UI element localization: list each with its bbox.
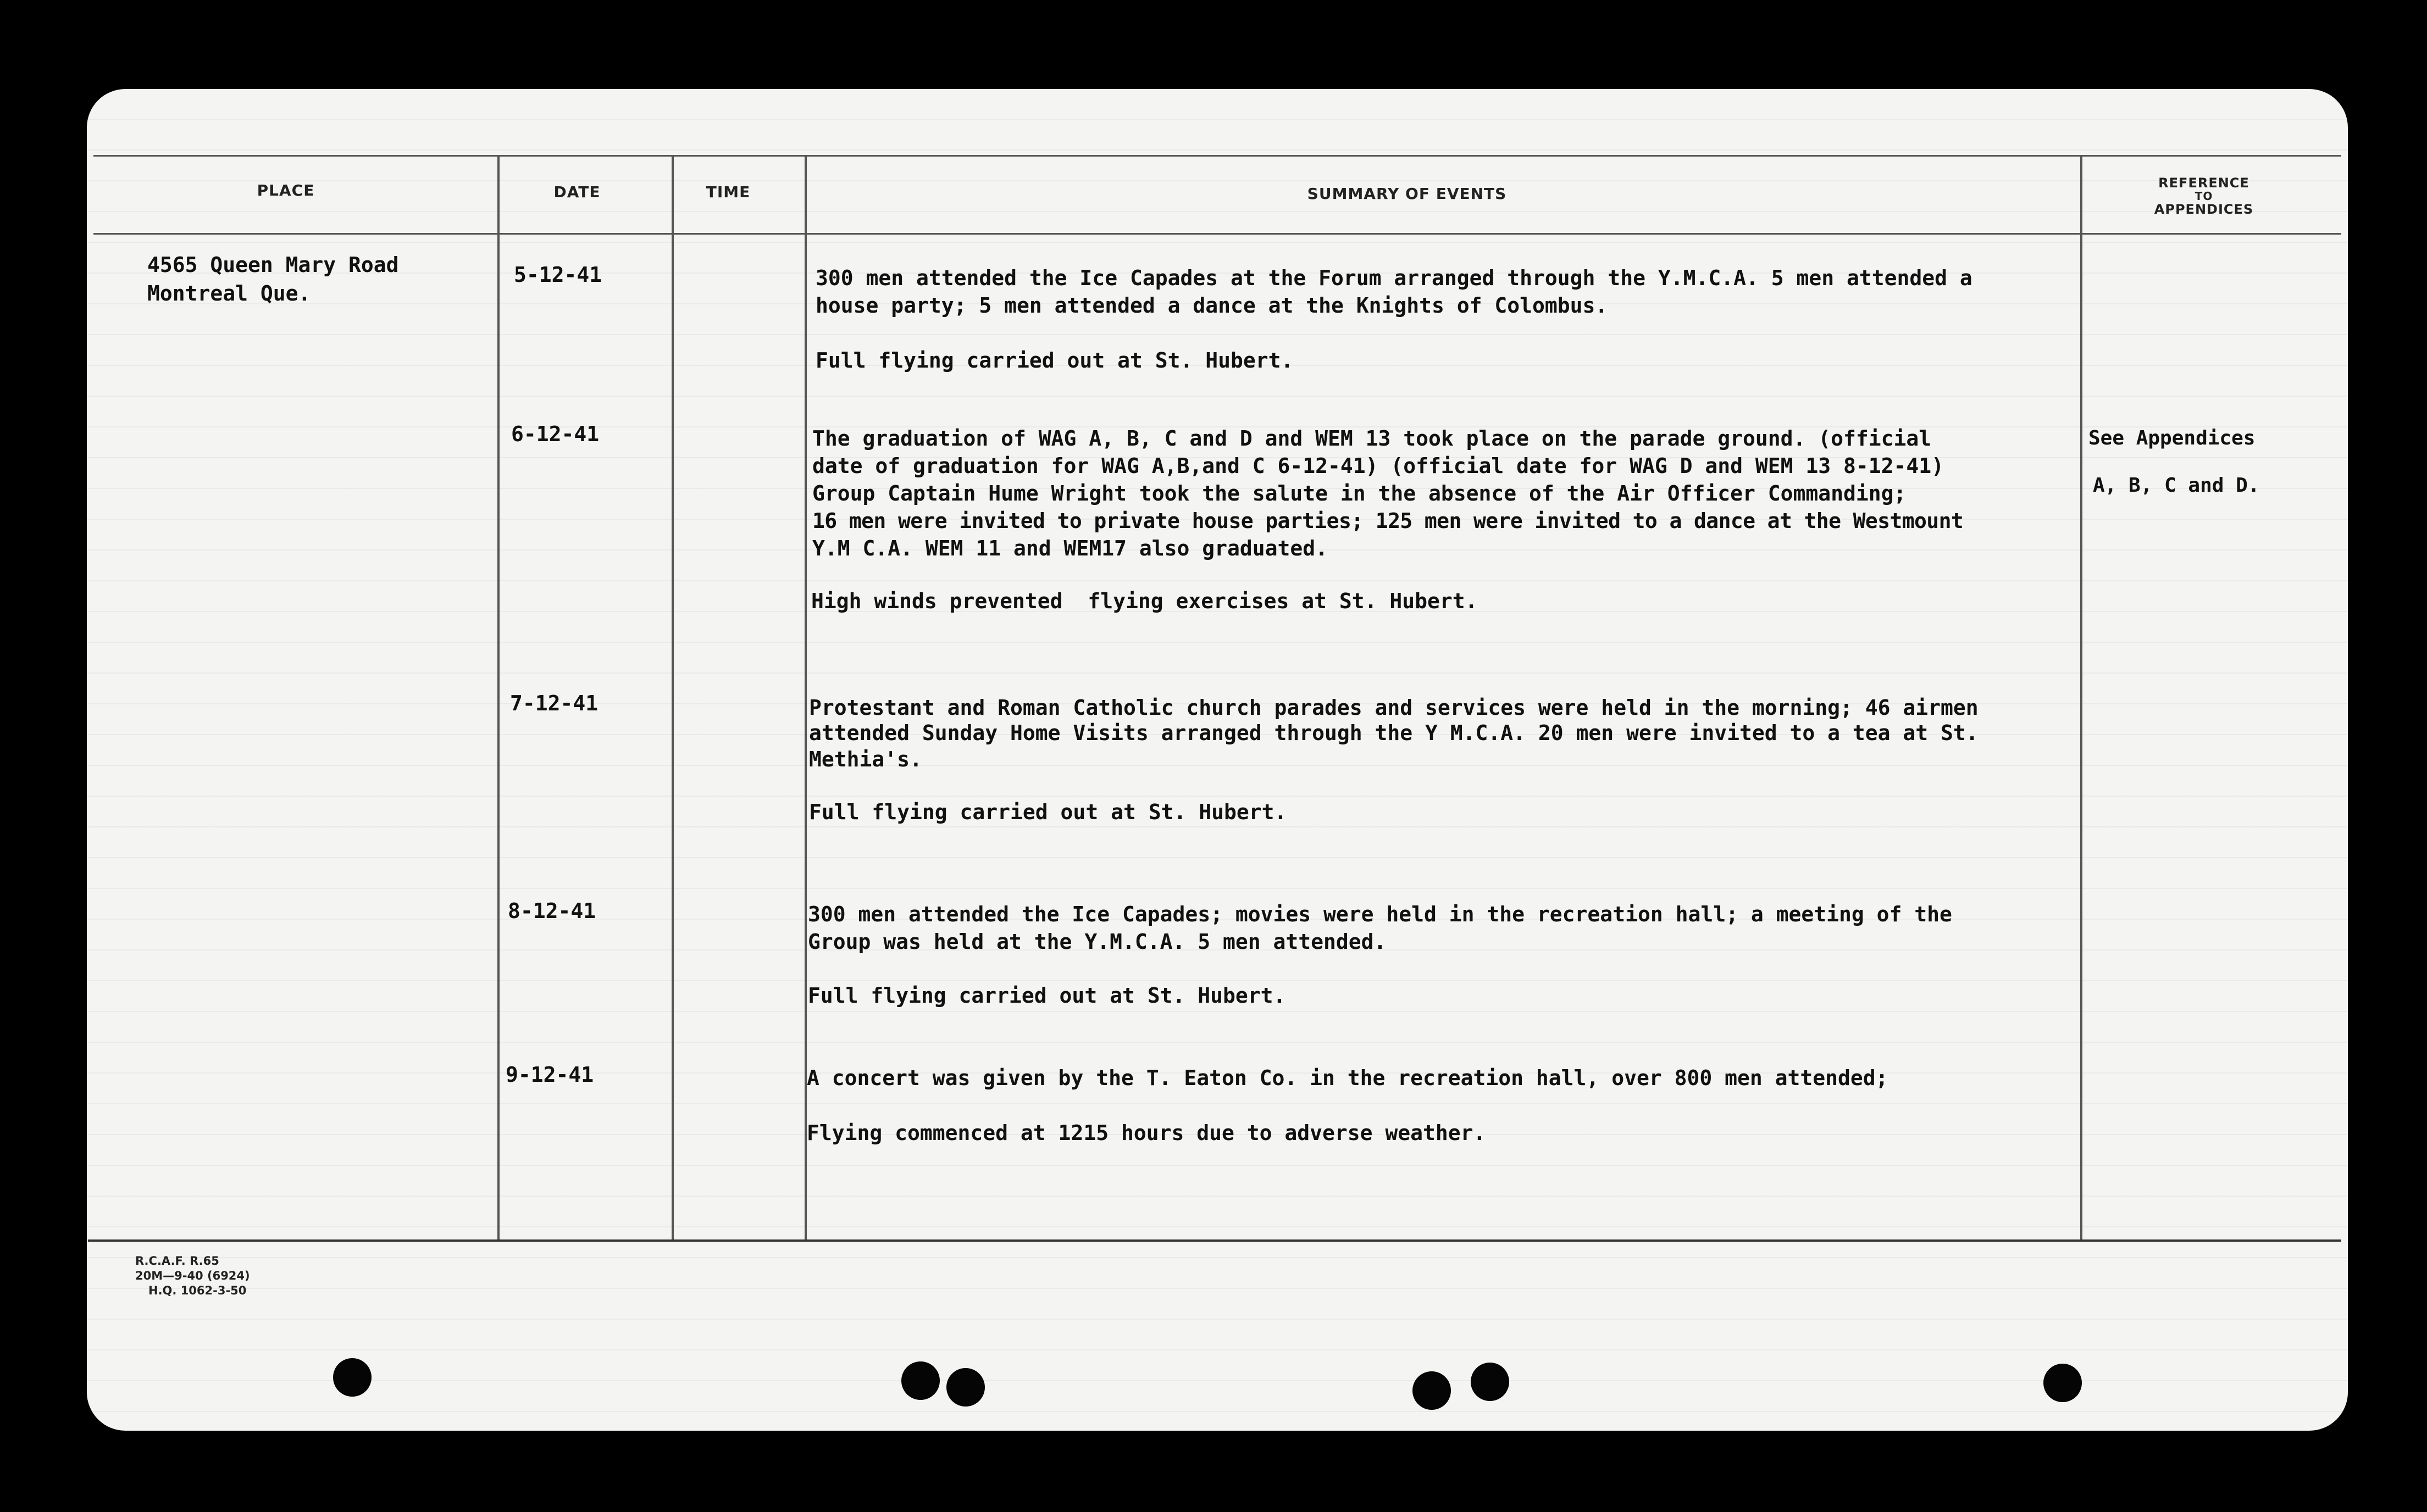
header-reference-line: REFERENCE: [2158, 175, 2249, 191]
entry-text-line: house party; 5 men attended a dance at the Knights of Colombus.: [816, 293, 1608, 318]
punch-hole: [901, 1361, 940, 1400]
header-date: DATE: [553, 183, 601, 201]
entry-date: 9-12-41: [506, 1063, 594, 1087]
entry-text-line: attended Sunday Home Visits arranged through the Y M.C.A. 20 men were invited to a tea at St.: [809, 721, 1979, 745]
entry-text-line: date of graduation for WAG A,B,and C 6-12-41) (official date for WAG D and WEM 13 8-12-41): [812, 454, 1944, 478]
entry-text-line: 300 men attended the Ice Capades; movies were held in the recreation hall; a meeting of the: [808, 902, 1952, 926]
reference-text: A, B, C and D.: [2093, 474, 2260, 497]
header-top-rule: [93, 155, 2341, 157]
punch-hole: [1412, 1371, 1451, 1410]
entry-date: 7-12-41: [510, 691, 599, 715]
form-number-line: 20M—9-40 (6924): [135, 1269, 250, 1282]
header-reference-line: TO: [2195, 190, 2213, 203]
form-number-line: H.Q. 1062-3-50: [148, 1284, 247, 1297]
column-rule-date: [672, 155, 674, 1239]
entry-date: 5-12-41: [514, 263, 602, 287]
header-reference-line: APPENDICES: [2154, 202, 2254, 217]
entry-text-line: Group was held at the Y.M.C.A. 5 men attended.: [808, 930, 1387, 954]
entry-text-line: 16 men were invited to private house parties; 125 men were invited to a dance at the Westmount: [812, 509, 1964, 533]
header-time: TIME: [706, 183, 751, 201]
header-summary: SUMMARY OF EVENTS: [1307, 185, 1507, 203]
entry-date: 6-12-41: [511, 422, 600, 446]
place-line: Montreal Que.: [147, 281, 311, 305]
form-number-line: R.C.A.F. R.65: [135, 1254, 219, 1268]
entry-text-line: Full flying carried out at St. Hubert.: [808, 983, 1286, 1008]
entry-text-line: High winds prevented flying exercises at St. Hubert.: [811, 589, 1478, 613]
entry-text-line: Group Captain Hume Wright took the salute in the absence of the Air Officer Commanding;: [812, 481, 1907, 505]
entry-text-line: 300 men attended the Ice Capades at the Forum arranged through the Y.M.C.A. 5 men attended a: [816, 266, 1972, 290]
column-rule-summary: [2080, 155, 2082, 1239]
footer-rule: [88, 1239, 2341, 1242]
entry-text-line: Flying commenced at 1215 hours due to adverse weather.: [807, 1121, 1486, 1145]
entry-text-line: The graduation of WAG A, B, C and D and WEM 13 took place on the parade ground. (official: [812, 426, 1932, 451]
punch-hole: [333, 1358, 372, 1397]
form-number: [135, 1254, 250, 1298]
entry-text-line: Full flying carried out at St. Hubert.: [809, 800, 1287, 824]
entry-date: 8-12-41: [508, 899, 596, 923]
place-line: 4565 Queen Mary Road: [147, 253, 399, 277]
entry-text-line: Full flying carried out at St. Hubert.: [816, 348, 1294, 373]
header-reference: [2121, 175, 2286, 218]
punch-hole: [2043, 1364, 2082, 1402]
entry-text-line: Methia's.: [809, 747, 922, 771]
punch-hole: [946, 1368, 985, 1407]
entry-text-line: Y.M C.A. WEM 11 and WEM17 also graduated.: [812, 536, 1328, 560]
entry-text-line: A concert was given by the T. Eaton Co. in the recreation hall, over 800 men attended;: [807, 1066, 1888, 1090]
header-bottom-rule: [93, 233, 2341, 235]
header-place: PLACE: [257, 181, 315, 199]
reference-text: See Appendices: [2088, 427, 2256, 449]
entry-text-line: Protestant and Roman Catholic church parades and services were held in the morning; 46 airmen: [809, 696, 1979, 720]
punch-hole: [1471, 1363, 1509, 1401]
column-rule-place: [497, 155, 500, 1239]
